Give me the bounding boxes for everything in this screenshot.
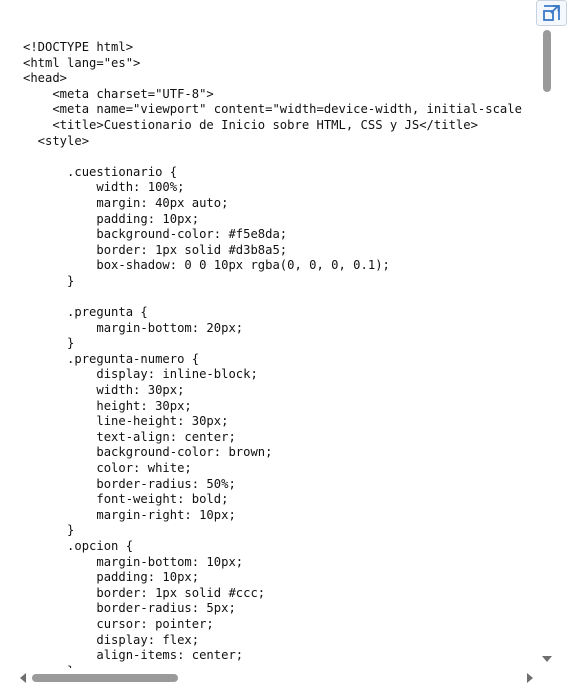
code-line: padding: 10px;: [23, 570, 200, 585]
scroll-right-arrow-icon[interactable]: [527, 673, 533, 683]
code-line: <meta name="viewport" content="width=device-width, initial-scale: [23, 102, 522, 117]
vertical-scrollbar-thumb[interactable]: [543, 30, 551, 92]
code-line: text-align: center;: [23, 429, 236, 444]
horizontal-scrollbar-thumb[interactable]: [32, 674, 178, 682]
code-line: <style>: [23, 133, 90, 148]
code-line: display: inline-block;: [23, 367, 258, 382]
code-line: background-color: brown;: [23, 445, 273, 460]
code-line: height: 30px;: [23, 398, 192, 413]
code-line: margin-right: 10px;: [23, 507, 236, 522]
code-line: margin-bottom: 20px;: [23, 320, 244, 335]
code-line: align-items: center;: [23, 648, 244, 663]
code-line: .pregunta {: [23, 305, 148, 320]
expand-button[interactable]: [536, 0, 567, 26]
code-line: cursor: pointer;: [23, 616, 214, 631]
code-line: margin-bottom: 10px;: [23, 554, 244, 569]
code-line: <head>: [23, 71, 68, 86]
code-line: display: flex;: [23, 632, 200, 647]
code-line: border-radius: 5px;: [23, 601, 236, 616]
scroll-left-arrow-icon[interactable]: [20, 673, 26, 683]
code-line: }: [23, 523, 75, 538]
code-line: .opcion {: [23, 539, 134, 553]
code-line: border: 1px solid #d3b8a5;: [23, 242, 288, 257]
code-line: width: 100%;: [23, 180, 185, 195]
code-line: }: [23, 336, 75, 351]
code-line: <html lang="es">: [23, 55, 141, 70]
code-line: margin: 40px auto;: [23, 195, 229, 210]
code-line: line-height: 30px;: [23, 414, 229, 429]
code-line: background-color: #f5e8da;: [23, 227, 288, 242]
code-line: font-weight: bold;: [23, 492, 229, 507]
code-line: padding: 10px;: [23, 211, 200, 226]
code-line: color: white;: [23, 461, 192, 476]
code-line: width: 30px;: [23, 383, 185, 398]
expand-icon: [541, 3, 563, 23]
code-line: border: 1px solid #ccc;: [23, 585, 266, 600]
code-line: <meta charset="UTF-8">: [23, 86, 214, 101]
vertical-scrollbar[interactable]: [540, 26, 554, 668]
code-line: border-radius: 50%;: [23, 476, 236, 491]
code-line: .cuestionario {: [23, 164, 178, 179]
code-line: [23, 290, 522, 306]
code-line: [23, 149, 522, 165]
scroll-down-arrow-icon[interactable]: [542, 656, 552, 662]
code-line: }: [23, 273, 75, 288]
code-line: box-shadow: 0 0 10px rgba(0, 0, 0, 0.1);: [23, 258, 390, 273]
horizontal-scrollbar[interactable]: [0, 668, 540, 688]
code-lines: [23, 40, 522, 679]
code-line: <title>Cuestionario de Inicio sobre HTML, CSS y JS</title>: [23, 117, 478, 132]
code-line: <!DOCTYPE html>: [23, 40, 134, 54]
code-line: .pregunta-numero {: [23, 351, 200, 366]
